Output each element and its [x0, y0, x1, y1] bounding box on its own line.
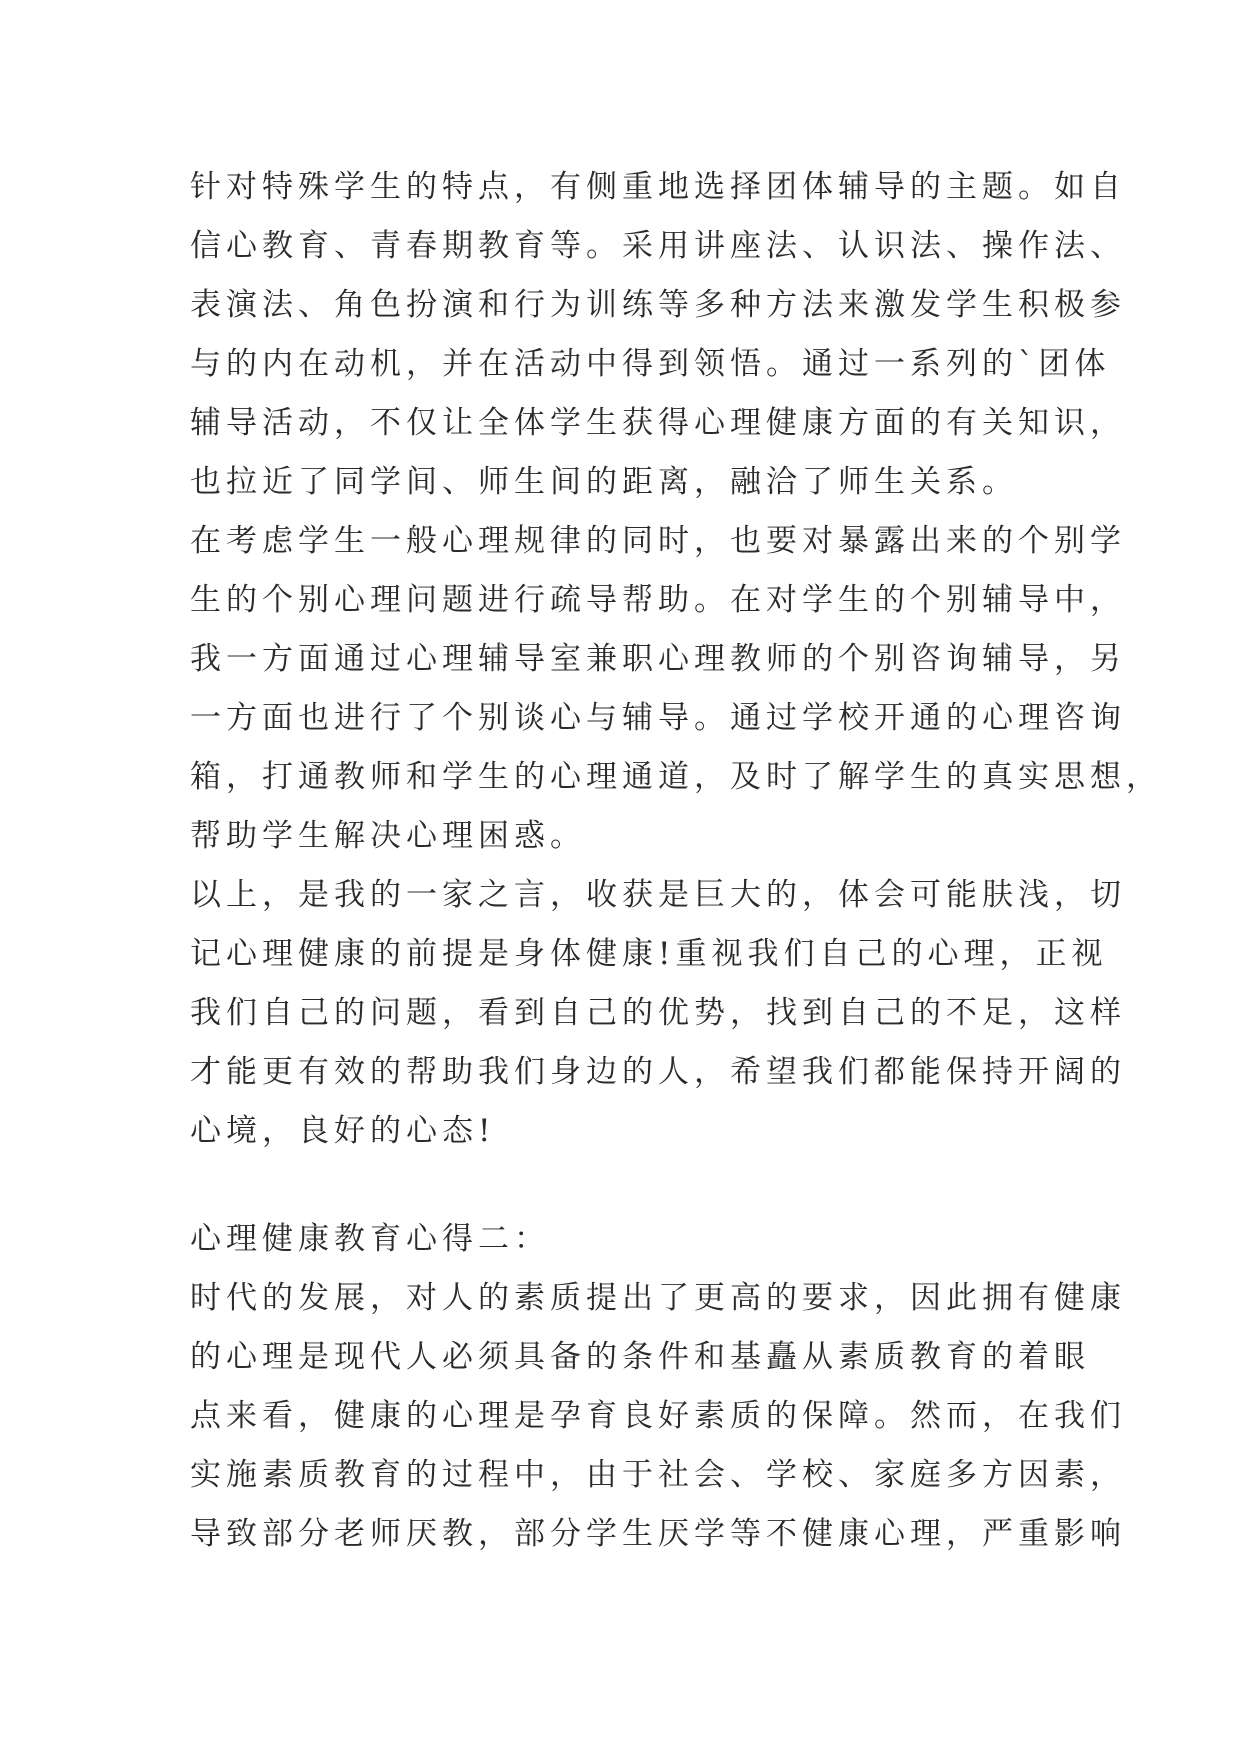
text-line: 针对特殊学生的特点，有侧重地选择团体辅导的主题。如自 — [190, 169, 1126, 205]
text-line: 点来看，健康的心理是孕育良好素质的保障。然而，在我们 — [190, 1398, 1126, 1434]
document-body-part-two — [190, 1210, 1126, 1564]
text-line: 的心理是现代人必须具备的条件和基矗从素质教育的着眼 — [190, 1339, 1090, 1375]
text-line: 导致部分老师厌教，部分学生厌学等不健康心理，严重影响 — [190, 1516, 1126, 1552]
text-line: 箱，打通教师和学生的心理通道，及时了解学生的真实思想， — [190, 759, 1162, 795]
document-body-part-one — [190, 158, 1162, 1161]
text-line: 帮助学生解决心理困惑。 — [190, 818, 586, 854]
text-line: 实施素质教育的过程中，由于社会、学校、家庭多方因素， — [190, 1457, 1126, 1493]
text-line: 与的内在动机，并在活动中得到领悟。通过一系列的`团体 — [190, 346, 1111, 382]
text-line: 时代的发展，对人的素质提出了更高的要求，因此拥有健康 — [190, 1280, 1126, 1316]
text-line: 才能更有效的帮助我们身边的人，希望我们都能保持开阔的 — [190, 1054, 1126, 1090]
text-line: 信心教育、青春期教育等。采用讲座法、认识法、操作法、 — [190, 228, 1126, 264]
text-line: 辅导活动，不仅让全体学生获得心理健康方面的有关知识， — [190, 405, 1126, 441]
text-line: 我一方面通过心理辅导室兼职心理教师的个别咨询辅导，另 — [190, 641, 1126, 677]
text-line: 心境，良好的心态! — [190, 1113, 496, 1149]
text-line: 一方面也进行了个别谈心与辅导。通过学校开通的心理咨询 — [190, 700, 1126, 736]
text-line: 以上，是我的一家之言，收获是巨大的，体会可能肤浅，切 — [190, 877, 1126, 913]
text-line: 也拉近了同学间、师生间的距离，融洽了师生关系。 — [190, 464, 1018, 500]
text-line: 生的个别心理问题进行疏导帮助。在对学生的个别辅导中， — [190, 582, 1126, 618]
text-line: 在考虑学生一般心理规律的同时，也要对暴露出来的个别学 — [190, 523, 1126, 559]
section-heading: 心理健康教育心得二： — [190, 1221, 550, 1257]
text-line: 记心理健康的前提是身体健康!重视我们自己的心理，正视 — [190, 936, 1108, 972]
text-line: 表演法、角色扮演和行为训练等多种方法来激发学生积极参 — [190, 287, 1126, 323]
text-line: 我们自己的问题，看到自己的优势，找到自己的不足，这样 — [190, 995, 1126, 1031]
